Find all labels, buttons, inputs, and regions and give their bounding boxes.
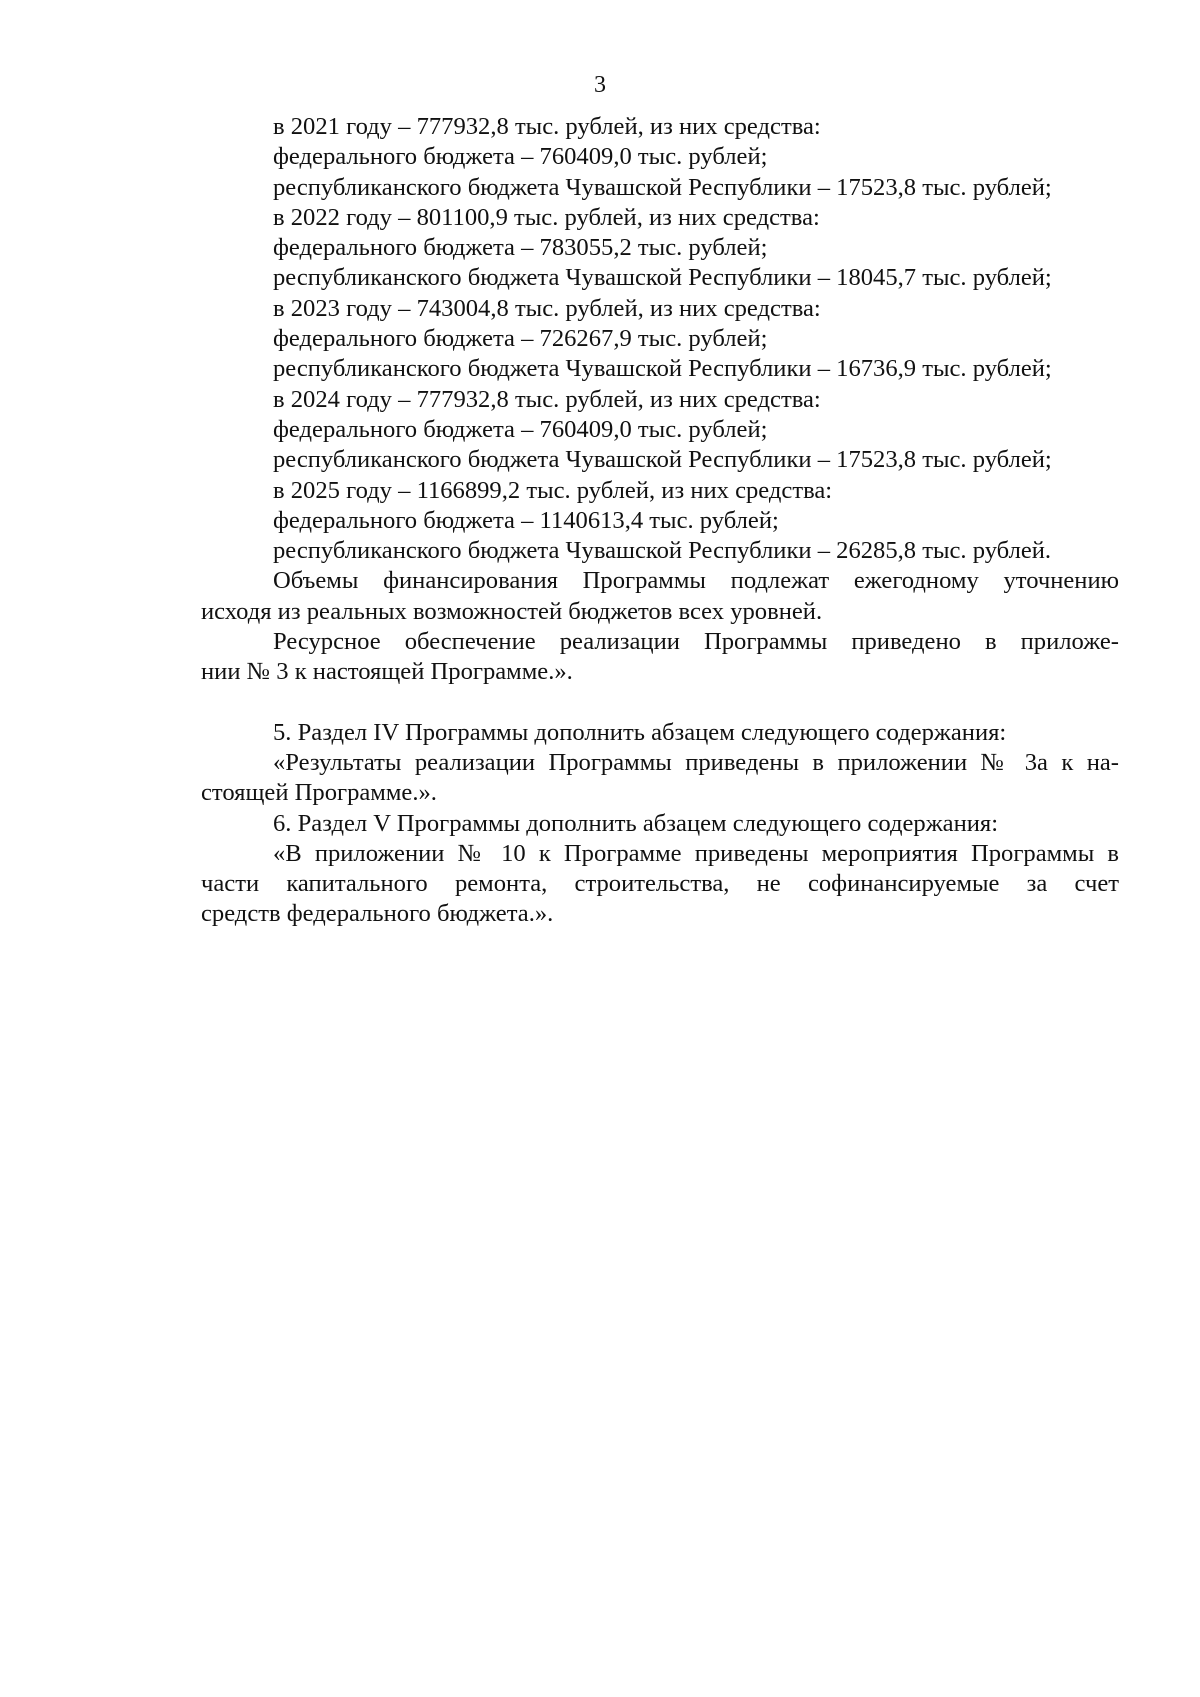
text-line: в 2024 году – 777932,8 тыс. рублей, из них средства: xyxy=(273,385,821,413)
text-line: в 2025 году – 1166899,2 тыс. рублей, из них средства: xyxy=(273,476,833,504)
text-line: в 2021 году – 777932,8 тыс. рублей, из них средства: xyxy=(273,113,821,140)
quote-line: «Результаты реализации Программы приведены в приложении № 3а к на- xyxy=(273,748,1119,776)
paragraph-line: исходя из реальных возможностей бюджетов всех уровней. xyxy=(201,597,823,625)
text-line: республиканского бюджета Чувашской Республики – 17523,8 тыс. рублей; xyxy=(273,173,1052,201)
paragraph-gap xyxy=(201,688,1119,718)
text-line: федерального бюджета – 783055,2 тыс. рублей; xyxy=(273,234,768,262)
text-line: федерального бюджета – 760409,0 тыс. рублей; xyxy=(273,415,768,443)
page-number: 3 xyxy=(594,72,606,98)
quote-line: стоящей Программе.». xyxy=(201,779,437,807)
paragraph-line: Ресурсное обеспечение реализации Программы приведено в приложе- xyxy=(273,628,1119,656)
text-line: в 2022 году – 801100,9 тыс. рублей, из них средства: xyxy=(273,203,820,231)
text-line: республиканского бюджета Чувашской Республики – 18045,7 тыс. рублей; xyxy=(273,264,1052,292)
text-line: федерального бюджета – 760409,0 тыс. рублей; xyxy=(273,143,768,171)
section-item-6: 6. Раздел V Программы дополнить абзацем следующего содержания: xyxy=(273,809,999,837)
quote-line: части капитального ремонта, строительства, не софинансируемые за счет xyxy=(201,870,1119,898)
paragraph-line: нии № 3 к настоящей Программе.». xyxy=(201,658,573,686)
text-line: федерального бюджета – 726267,9 тыс. рублей; xyxy=(273,325,768,353)
section-item-5: 5. Раздел IV Программы дополнить абзацем следующего содержания: xyxy=(273,718,1007,746)
paragraph-line: Объемы финансирования Программы подлежат ежегодному уточнению xyxy=(273,567,1119,595)
quote-line: средств федерального бюджета.». xyxy=(201,900,554,928)
text-line: федерального бюджета – 1140613,4 тыс. рублей; xyxy=(273,506,779,534)
text-line: республиканского бюджета Чувашской Республики – 16736,9 тыс. рублей; xyxy=(273,355,1052,383)
text-line: в 2023 году – 743004,8 тыс. рублей, из них средства: xyxy=(273,294,821,322)
document-body xyxy=(201,112,1119,930)
quote-line: «В приложении № 10 к Программе приведены мероприятия Программы в xyxy=(273,839,1119,867)
text-line: республиканского бюджета Чувашской Республики – 17523,8 тыс. рублей; xyxy=(273,446,1052,474)
text-line: республиканского бюджета Чувашской Республики – 26285,8 тыс. рублей. xyxy=(273,537,1052,565)
